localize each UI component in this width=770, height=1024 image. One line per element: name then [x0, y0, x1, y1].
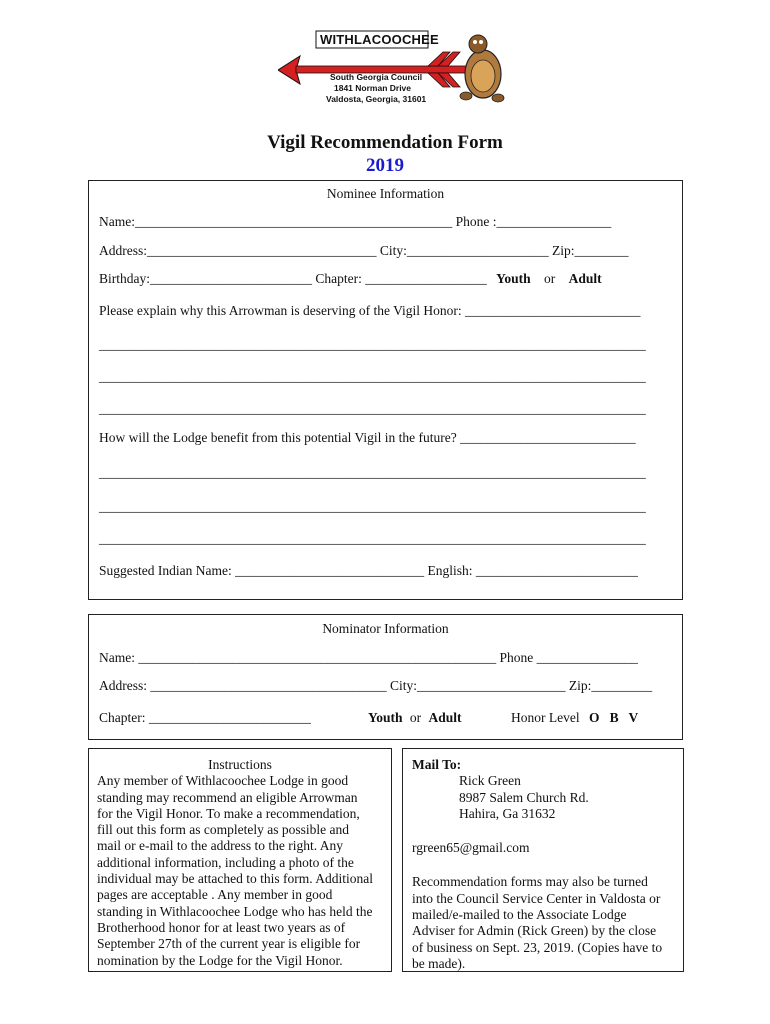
nominee-answer-line-3[interactable]: _________________________________________________________________________________ — [99, 401, 646, 416]
logo-city: Valdosta, Georgia, 31601 — [326, 94, 427, 104]
nominator-adult-option[interactable]: Adult — [428, 710, 462, 725]
nominee-adult-option[interactable]: Adult — [568, 271, 602, 286]
instructions-line: nomination by the Lodge for the Vigil Honor. — [97, 952, 343, 968]
mail-street: 8987 Salem Church Rd. — [459, 789, 589, 805]
nominator-name-field[interactable]: Name: _____________________________________________________ Phone _______________ — [99, 650, 638, 665]
mail-recipient: Rick Green — [459, 773, 521, 789]
instructions-heading: Instructions — [208, 757, 272, 772]
nominee-birthday-chapter-text: Birthday:________________________ Chapter: __________________ — [99, 271, 487, 286]
instructions-line: pages are acceptable . Any member in good — [97, 887, 333, 903]
honor-level-label: Honor Level — [511, 710, 580, 725]
nominee-indian-name-field[interactable]: Suggested Indian Name: ____________________________ English: ________________________ — [99, 563, 638, 578]
instructions-line: Brotherhood honor for at least two years as of — [97, 919, 346, 935]
nominee-question-benefit[interactable]: How will the Lodge benefit from this potential Vigil in the future? __________________________ — [99, 430, 636, 445]
nominee-name-field[interactable]: Name:_______________________________________________ Phone :_________________ — [99, 214, 612, 229]
instructions-body — [89, 773, 391, 969]
nominee-or-text: or — [544, 271, 556, 286]
mail-city: Hahira, Ga 31632 — [459, 805, 556, 821]
honor-level-options[interactable]: O B V — [588, 710, 639, 725]
nominator-address-field[interactable]: Address: ___________________________________ City:______________________ Zip:_________ — [99, 678, 653, 693]
instructions-section — [88, 748, 392, 972]
form-title: Vigil Recommendation Form — [267, 132, 503, 153]
mail-note-line: be made). — [412, 955, 466, 971]
nominee-answer-line-2[interactable]: _________________________________________________________________________________ — [99, 369, 646, 384]
lodge-logo — [278, 30, 508, 110]
nominee-section — [88, 180, 683, 600]
instructions-line: individual may be attached to this form. Additional — [97, 871, 373, 887]
honor-level-field — [511, 710, 638, 726]
logo-street: 1841 Norman Drive — [334, 83, 412, 93]
nominee-answer-line-1[interactable]: _________________________________________________________________________________ — [99, 337, 646, 352]
logo-lodge-name: WITHLACOOCHEE — [320, 32, 439, 47]
nominee-answer-line-4[interactable]: _________________________________________________________________________________ — [99, 465, 646, 480]
instructions-line: for the Vigil Honor. To make a recommendation, — [97, 805, 360, 821]
nominator-or-text: or — [409, 710, 422, 725]
nominator-heading: Nominator Information — [322, 621, 449, 636]
nominator-chapter-field[interactable]: Chapter: ________________________ — [99, 710, 311, 725]
nominee-answer-line-6[interactable]: _________________________________________________________________________________ — [99, 531, 646, 546]
nominee-heading: Nominee Information — [326, 186, 445, 201]
mail-note-line: mailed/e-mailed to the Associate Lodge — [412, 907, 627, 923]
nominee-answer-line-5[interactable]: _________________________________________________________________________________ — [99, 499, 646, 514]
mail-email[interactable]: rgreen65@gmail.com — [412, 840, 530, 856]
mail-note-line: into the Council Service Center in Valdosta or — [412, 890, 661, 906]
instructions-line: standing may recommend an eligible Arrowman — [97, 789, 358, 805]
nominee-birthday-chapter-field[interactable] — [99, 271, 602, 287]
instructions-line: September 27th of the current year is eligible for — [97, 936, 361, 952]
instructions-line: additional information, including a photo of the — [97, 854, 354, 870]
logo-council: South Georgia Council — [330, 72, 423, 82]
mail-to-heading: Mail To: — [412, 757, 462, 772]
instructions-line: standing in Withlacoochee Lodge who has held the — [97, 903, 373, 919]
nominator-section — [88, 614, 683, 740]
mail-note-line: of business on Sept. 23, 2019. (Copies have to — [412, 939, 663, 955]
nominator-youth-adult — [368, 710, 462, 726]
mail-to-section — [402, 748, 684, 972]
instructions-line: fill out this form as completely as possible and — [97, 822, 349, 838]
nominee-address-field[interactable]: Address:__________________________________ City:_____________________ Zip:________ — [99, 243, 629, 258]
mail-note-line: Recommendation forms may also be turned — [412, 874, 648, 890]
nominator-youth-option[interactable]: Youth — [368, 710, 403, 725]
instructions-line: Any member of Withlacoochee Lodge in good — [97, 773, 349, 789]
nominee-youth-option[interactable]: Youth — [496, 271, 531, 286]
nominee-question-deserving[interactable]: Please explain why this Arrowman is deserving of the Vigil Honor: __________________________ — [99, 303, 641, 318]
instructions-line: mail or e-mail to the address to the right. Any — [97, 838, 343, 854]
mail-address — [403, 773, 683, 822]
form-year: 2019 — [366, 155, 404, 176]
mail-note — [403, 874, 683, 972]
mail-note-line: Adviser for Admin (Rick Green) by the close — [412, 923, 657, 939]
